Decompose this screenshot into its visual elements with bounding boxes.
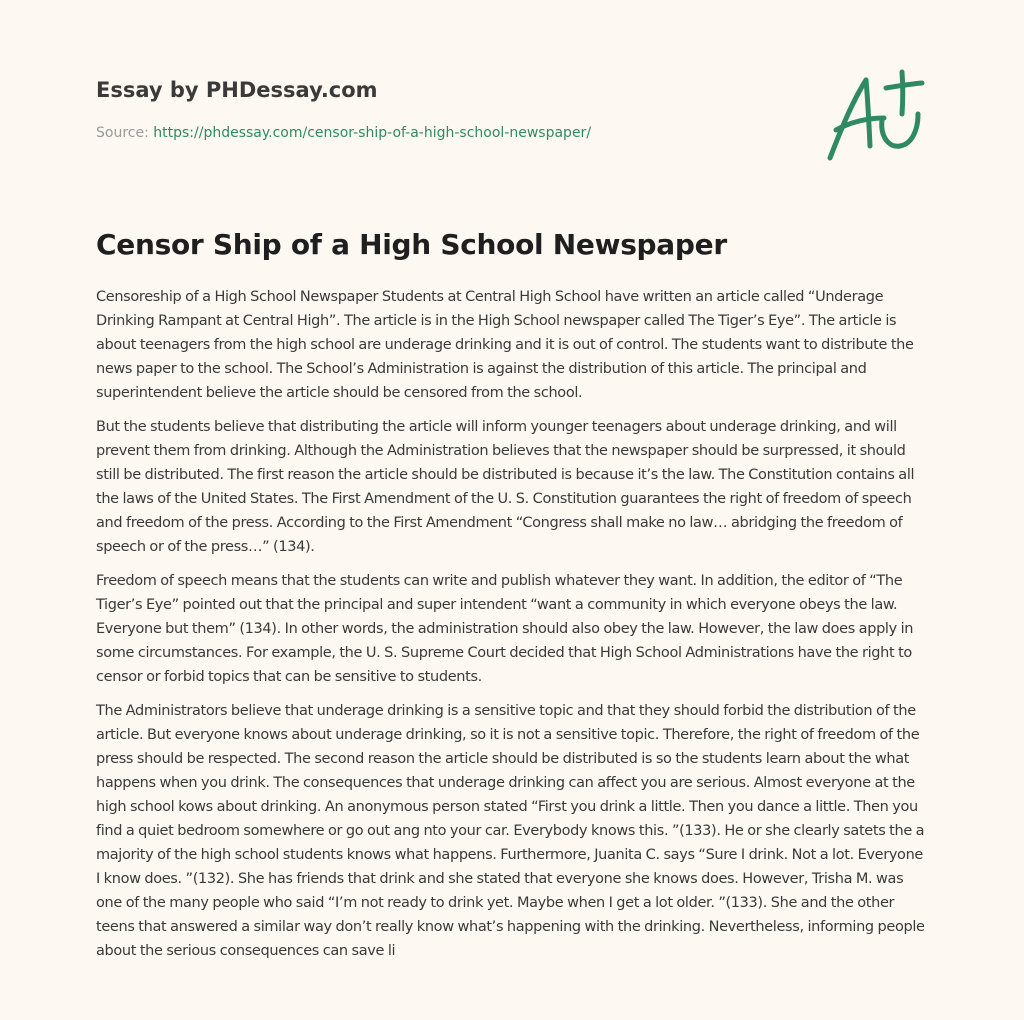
site-title: Essay by PHDessay.com <box>96 78 378 102</box>
essay-paragraph: The Administrators believe that underage drinking is a sensitive topic and that they should forbid the distribution of the article. But everyone knows about underage drinking, so it is not a sensitive topic. Therefore, the right of freedom of the press should be respected. The second reason the article should be distributed is so the students learn about the what happens when you drink. The consequences that underage drinking can affect you are serious. Almost everyone at the high school kows about drinking. An anonymous person stated “First you drink a little. Then you dance a little. Then you find a quiet bedroom somewhere or go out ang nto your car. Everybody knows this. ”(133). He or she clearly satets the a majority of the high school students knows what happens. Furthermore, Juanita C. says “Sure I drink. Not a lot. Everyone I know does. ”(132). She has friends that drink and she stated that everyone she knows does. However, Trisha M. was one of the many people who said “I’m not ready to drink yet. Maybe when I get a lot older. ”(133). She and the other teens that answered a similar way don’t really know what’s happening with the drinking. Nevertheless, informing people about the serious consequences can save li <box>96 703 925 959</box>
source-line <box>96 123 796 143</box>
essay-paragraph: Censoreship of a High School Newspaper Students at Central High School have written an article called “Underage Drinking Rampant at Central High”. The article is in the High School newspaper called The Tiger’s Eye”. The article is about teenagers from the high school are underage drinking and it is out of control. The students want to distribute the news paper to the school. The School’s Administration is against the distribution of this article. The principal and superintendent believe the article should be censored from the school. <box>96 289 914 401</box>
a-plus-logo-svg <box>822 66 932 166</box>
a-plus-logo-icon <box>822 66 932 166</box>
essay-title: Censor Ship of a High School Newspaper <box>96 228 727 261</box>
essay-body <box>96 285 930 973</box>
essay-paragraph: Freedom of speech means that the students can write and publish whatever they want. In addition, the editor of “The Tiger’s Eye” pointed out that the principal and super intendent “want a community in which everyone obeys the law. Everyone but them” (134). In other words, the administration should also obey the law. However, the law does apply in some circumstances. For example, the U. S. Supreme Court decided that High School Administrations have the right to censor or forbid topics that can be sensitive to students. <box>96 573 914 685</box>
page-header <box>96 76 796 143</box>
essay-paragraph: But the students believe that distributing the article will inform younger teenagers about underage drinking, and will prevent them from drinking. Although the Administration believes that the newspaper should be surpressed, it should still be distributed. The first reason the article should be distributed is because it’s the law. The Constitution contains all the laws of the United States. The First Amendment of the U. S. Constitution guarantees the right of freedom of speech and freedom of the press. According to the First Amendment “Congress shall make no law… abridging the freedom of speech or of the press…” (134). <box>96 419 915 555</box>
source-link[interactable]: https://phdessay.com/censor-ship-of-a-high-school-newspaper/ <box>153 125 592 141</box>
source-label: Source: <box>96 125 154 141</box>
